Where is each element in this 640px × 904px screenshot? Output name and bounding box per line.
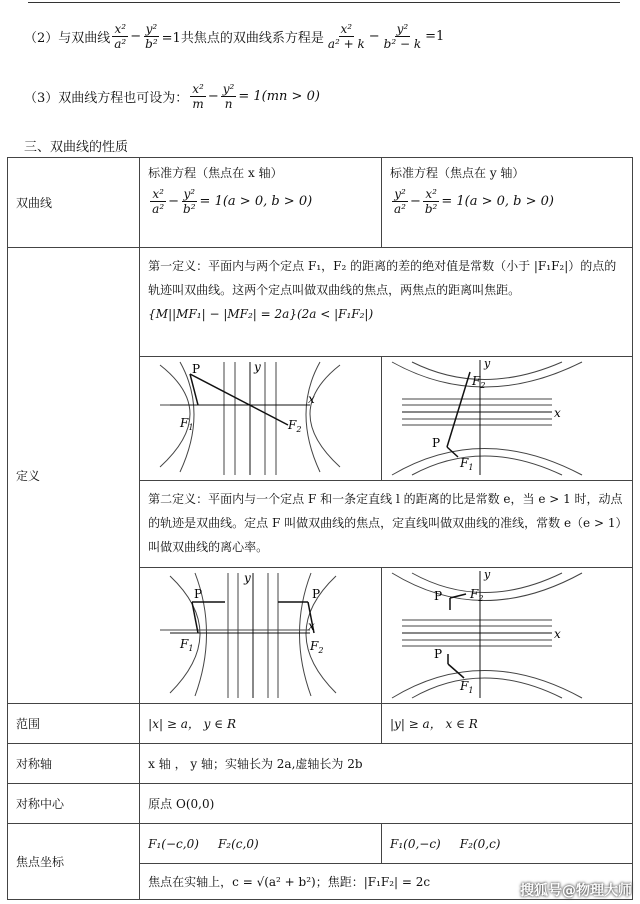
item-3: （3）双曲线方程也可设为： $\frac{\text{x²}}{m}$ − $\frac{\text{y²}}{n}$ = 1(mn > 0) — [24, 82, 320, 111]
svg-text:y: y — [484, 357, 491, 370]
diagram-cell-1 — [140, 357, 382, 481]
label-F1: $F_1$ — [180, 416, 194, 432]
row-definition — [8, 248, 633, 357]
row-range — [8, 704, 633, 744]
label-y: y — [254, 360, 261, 374]
svg-text:P: P — [432, 436, 441, 450]
frac-x2-m: $\frac{\text{x²}}{m}$ — [192, 82, 204, 111]
title-y-axis: 标准方程（焦点在 y 轴） — [390, 166, 525, 180]
hyperbola-y-focus-diagram-2 — [382, 568, 632, 700]
eq-y-axis-tail: = 1(a > 0, b > 0) — [441, 194, 555, 209]
item3-prefix: （3）双曲线方程也可设为： — [24, 91, 189, 106]
first-definition-text: 第一定义：平面内与两个定点 F₁，F₂ 的距离的差的绝对值是常数（小于 |F₁F₂|）的点的轨迹叫双曲线。这两个定点叫做双曲线的焦点，两焦点的距离叫焦距。 — [148, 259, 617, 297]
properties-table — [7, 157, 633, 900]
row-focus — [8, 824, 633, 864]
item3-end: = 1(mn > 0) — [238, 89, 320, 104]
svg-text:y: y — [244, 571, 251, 585]
svg-text:P: P — [434, 647, 443, 661]
frac-y2-b2: $\frac{\text{y²}}{\text{b²}}$ — [145, 22, 158, 51]
title-x-axis: 标准方程（焦点在 x 轴） — [148, 166, 283, 180]
second-definition — [140, 481, 633, 568]
label-range: 范围 — [8, 704, 140, 744]
diagram-cell-4 — [382, 568, 633, 704]
item2-prefix: （2）与双曲线 — [24, 31, 111, 46]
svg-text:y: y — [484, 568, 491, 581]
first-definition — [140, 248, 633, 357]
label-axis: 对称轴 — [8, 744, 140, 784]
eq-y-axis: $\frac{\text{y²}}{\text{a²}}$ − $\frac{\text{x²}}{\text{b²}}$ = 1(a > 0, b > 0) — [394, 187, 555, 216]
eq-x-axis: $\frac{\text{x²}}{\text{a²}}$ − $\frac{\text{y²}}{\text{b²}}$ = 1(a > 0, b > 0) — [152, 187, 313, 216]
row-axis — [8, 744, 633, 784]
svg-text:P: P — [194, 587, 203, 601]
axis-value: x 轴 ， y 轴；实轴长为 2a,虚轴长为 2b — [140, 744, 633, 784]
label-x: x — [308, 392, 315, 406]
label-hyperbola: 双曲线 — [8, 158, 140, 248]
svg-text:x: x — [554, 627, 561, 641]
diagram-cell-3 — [140, 568, 382, 704]
row-hyperbola — [8, 158, 633, 248]
frac-y2-b2k: $\frac{\text{y²}}{\text{b² − k}}$ — [383, 22, 422, 51]
focus-distance: 焦点在实轴上，c = √(a² + b²)；焦距：|F₁F₂| = 2c — [140, 864, 633, 900]
label-definition: 定义 — [8, 248, 140, 704]
svg-text:F2: $F_2$ — [310, 639, 324, 655]
diagram-cell-2 — [382, 357, 633, 481]
watermark: 搜狐号@物理大师 — [520, 883, 632, 899]
svg-text:P: P — [312, 587, 321, 601]
label-center: 对称中心 — [8, 784, 140, 824]
hyperbola-y-focus-diagram-1 — [382, 357, 632, 477]
top-rule — [28, 2, 620, 3]
svg-text:P: P — [434, 589, 443, 603]
range-x: |x| ≥ a， y ∈ R — [140, 704, 382, 744]
svg-text:F2: $F_2$ — [472, 374, 486, 390]
first-definition-set: {M||MF₁| − |MF₂| = 2a}(2a < |F₁F₂|) — [148, 307, 374, 321]
second-definition-text: 第二定义：平面内与一个定点 F 和一条定直线 l 的距离的比是常数 e，当 e > 1 时，动点的轨迹是双曲线。定点 F 叫做双曲线的焦点，定直线叫做双曲线的准线，常数 e（e > 1）叫做双曲线的离心率。 — [148, 492, 623, 554]
label-P: P — [192, 362, 201, 376]
label-focus: 焦点坐标 — [8, 824, 140, 900]
svg-text:x: x — [554, 406, 561, 420]
hyperbola-x-focus-diagram-2 — [140, 568, 366, 700]
item-2: （2）与双曲线 $\frac{\text{x²}}{\text{a²}}$ − $\frac{\text{y²}}{\text{b²}}$ =1共焦点的双曲线系方程是 $\frac{\text{x²}}{\text{a² + k}}$ − $\frac{\text{y²}}{\text{b² − k}}$ =1 — [24, 22, 445, 51]
item2-end: =1 — [425, 29, 445, 44]
item2-mid: =1共焦点的双曲线系方程是 — [161, 31, 324, 46]
cell-x-axis-equation — [140, 158, 382, 248]
svg-text:F2: $F_2$ — [470, 587, 484, 603]
center-value: 原点 O(0,0) — [140, 784, 633, 824]
section-heading: 三、双曲线的性质 — [24, 140, 129, 155]
svg-text:F1: $F_1$ — [460, 679, 474, 695]
frac-x2-a2: $\frac{\text{x²}}{\text{a²}}$ — [114, 22, 127, 51]
range-y: |y| ≥ a， x ∈ R — [382, 704, 633, 744]
hyperbola-x-focus-diagram-1 — [140, 357, 366, 477]
focus-y: F₁(0,−c) F₂(0,c) — [382, 824, 633, 864]
frac-x2-a2k: $\frac{\text{x²}}{\text{a² + k}}$ — [327, 22, 365, 51]
row-center — [8, 784, 633, 824]
eq-x-axis-tail: = 1(a > 0, b > 0) — [199, 194, 313, 209]
svg-text:F1: $F_1$ — [460, 456, 474, 472]
svg-text:F1: $F_1$ — [180, 637, 194, 653]
focus-x: F₁(−c,0) F₂(c,0) — [140, 824, 382, 864]
svg-text:x: x — [308, 619, 315, 633]
cell-y-axis-equation — [382, 158, 633, 248]
frac-y2-n: $\frac{\text{y²}}{n}$ — [222, 82, 235, 111]
label-F2: $F_2$ — [288, 418, 302, 434]
